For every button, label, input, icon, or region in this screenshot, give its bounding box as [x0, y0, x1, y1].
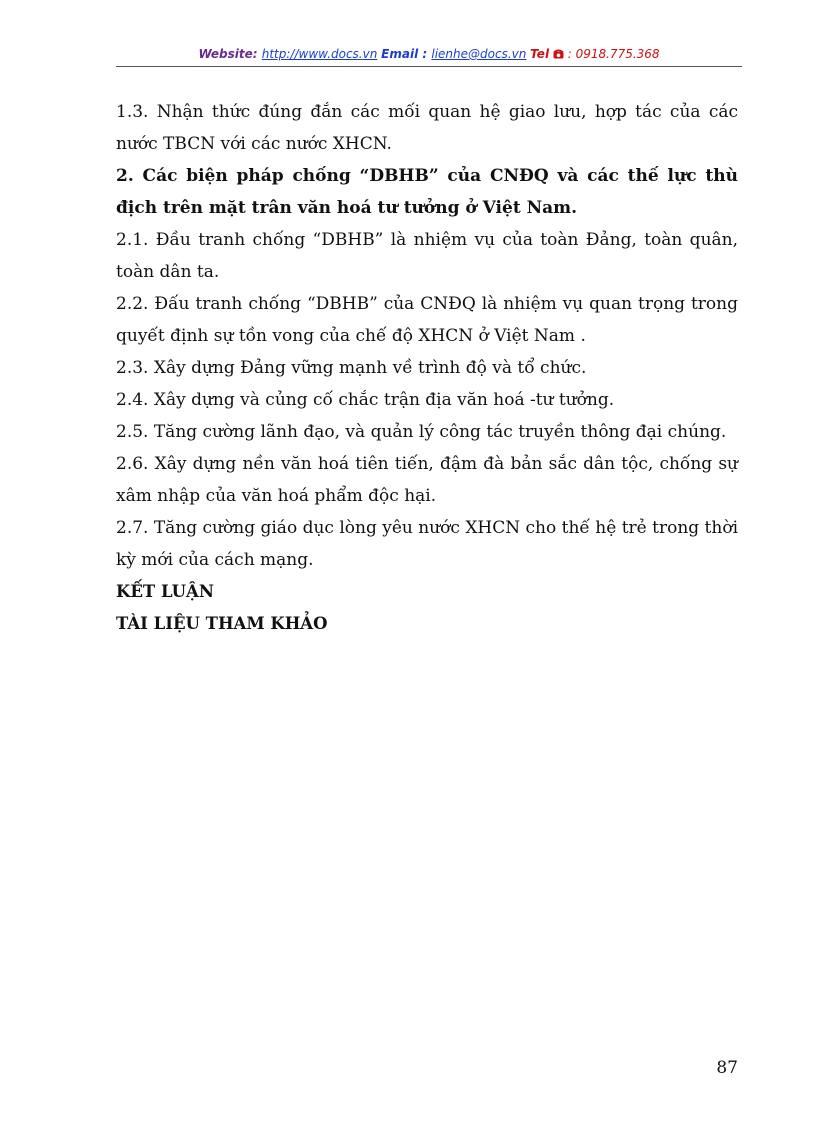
email-separator: : — [418, 47, 432, 61]
section-heading: TÀI LIỆU THAM KHẢO — [116, 614, 328, 633]
website-link[interactable]: http://www.docs.vn — [261, 47, 378, 61]
paragraph: 2.5. Tăng cường lãnh đạo, và quản lý công tác truyền thông đại chúng. — [116, 422, 727, 442]
paragraph: 2.3. Xây dựng Đảng vững mạnh về trình độ và tổ chức. — [116, 358, 587, 378]
paragraph: 1.3. Nhận thức đúng đắn các mối quan hệ giao lưu, hợp tác của các nước TBCN với các nước XHCN. — [116, 102, 738, 154]
page-number: 87 — [716, 1058, 738, 1078]
email-label: Email — [381, 47, 419, 61]
tel-label: Tel — [530, 47, 550, 61]
paragraph: 2.6. Xây dựng nền văn hoá tiên tiến, đậm đà bản sắc dân tộc, chống sự xâm nhập của văn hoá phẩm độc hại. — [116, 454, 738, 506]
website-label: Website — [198, 47, 253, 61]
paragraph: 2.1. Đầu tranh chống “DBHB” là nhiệm vụ của toàn Đảng, toàn quân, toàn dân ta. — [116, 230, 738, 282]
section-title: 2. Các biện pháp chống “DBHB” của CNĐQ và các thế lực thù địch trên mặt trân văn hoá tư tưởng ở Việt Nam. — [116, 166, 738, 218]
email-link[interactable]: lienhe@docs.vn — [431, 47, 527, 61]
section-heading: KẾT LUẬN — [116, 582, 214, 601]
paragraph: 2.4. Xây dựng và củng cố chắc trận địa văn hoá -tư tưởng. — [116, 390, 615, 410]
phone-icon — [553, 47, 568, 61]
tel-group — [530, 47, 659, 61]
page-header — [116, 47, 742, 67]
paragraph: 2.2. Đấu tranh chống “DBHB” của CNĐQ là nhiệm vụ quan trọng trong quyết định sự tồn vong của chế độ XHCN ở Việt Nam . — [116, 294, 738, 346]
paragraph: 2.7. Tăng cường giáo dục lòng yêu nước XHCN cho thế hệ trẻ trong thời kỳ mới của cách mạng. — [116, 518, 739, 570]
website-separator: : — [252, 47, 262, 61]
tel-number: : 0918.775.368 — [567, 47, 660, 61]
header-divider — [116, 66, 742, 67]
document-body — [116, 96, 738, 640]
